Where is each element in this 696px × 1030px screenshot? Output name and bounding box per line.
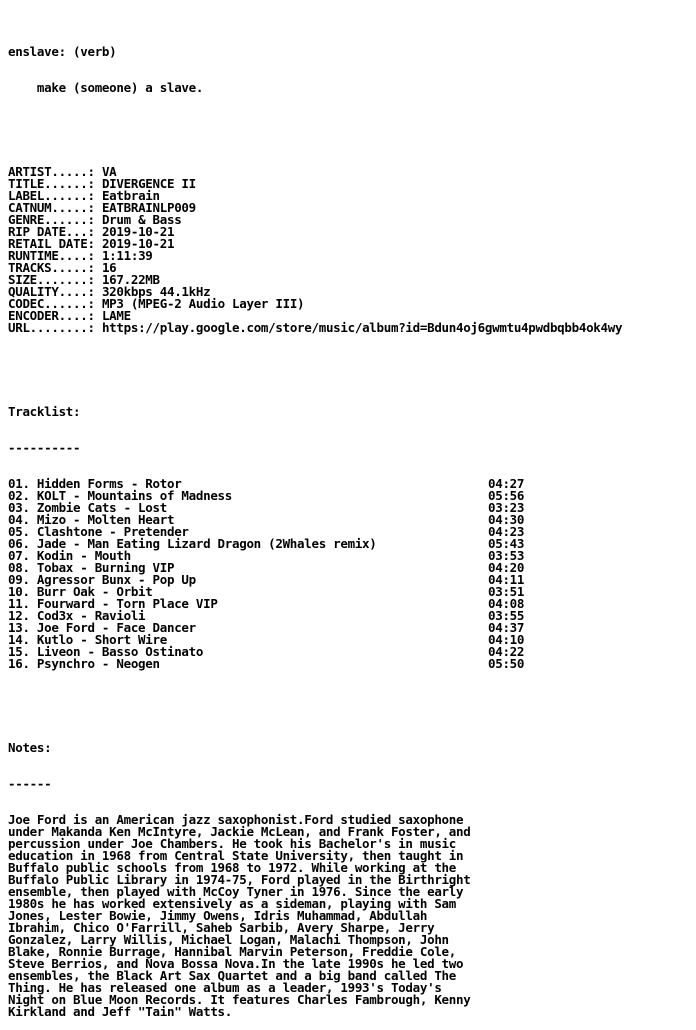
notes-line: education in 1968 from Central State University, then taught in	[8, 848, 464, 863]
tracklist	[8, 478, 696, 670]
track-title: 14. Kutlo - Short Wire	[8, 632, 167, 647]
notes-body	[8, 814, 696, 1018]
info-key: TITLE......:	[8, 176, 95, 191]
nfo-document	[8, 22, 696, 1030]
track-duration: 05:56	[488, 488, 525, 503]
info-key: URL........:	[8, 320, 95, 335]
track-duration: 03:51	[488, 584, 525, 599]
notes-underline: ------	[8, 776, 52, 791]
info-key: GENRE......:	[8, 212, 95, 227]
track-duration: 05:43	[488, 536, 525, 551]
info-value: Drum & Bass	[101, 212, 182, 227]
track-duration: 04:20	[488, 560, 525, 575]
info-key: QUALITY....:	[8, 284, 95, 299]
track-title: 02. KOLT - Mountains of Madness	[8, 488, 232, 503]
track-duration: 04:23	[488, 524, 525, 539]
track-duration: 04:11	[488, 572, 525, 587]
track-duration: 03:53	[488, 548, 525, 563]
track-title: 12. Cod3x - Ravioli	[8, 608, 146, 623]
notes-line: ensembles, the Black Art Sax Quartet and a big band called The	[8, 968, 456, 983]
track-title: 10. Burr Oak - Orbit	[8, 584, 153, 599]
info-value: 2019-10-21	[101, 236, 175, 251]
info-key: RIP DATE...:	[8, 224, 95, 239]
track-title: 09. Agressor Bunx - Pop Up	[8, 572, 196, 587]
info-value: VA	[101, 164, 117, 179]
notes-heading: Notes:	[8, 740, 52, 755]
info-value: LAME	[101, 308, 131, 323]
info-key: CATNUM.....:	[8, 200, 95, 215]
track-title: 15. Liveon - Basso Ostinato	[8, 644, 204, 659]
tracklist-underline: ----------	[8, 440, 81, 455]
notes-line: Kirkland and Jeff "Tain" Watts.	[8, 1004, 232, 1019]
track-title: 04. Mizo - Molten Heart	[8, 512, 175, 527]
track-title: 06. Jade - Man Eating Lizard Dragon (2Whales remix)	[8, 536, 377, 551]
track-title: 05. Clashtone - Pretender	[8, 524, 189, 539]
track-title: 01. Hidden Forms - Rotor	[8, 476, 182, 491]
track-duration: 03:55	[488, 608, 525, 623]
info-row	[8, 322, 696, 334]
track-duration: 04:30	[488, 512, 525, 527]
notes-line: Jones, Lester Bowie, Jimmy Owens, Idris Muhammad, Abdullah	[8, 908, 428, 923]
definition-word: enslave: (verb)	[8, 44, 117, 59]
info-key: TRACKS.....:	[8, 260, 95, 275]
spacer	[8, 706, 696, 718]
notes-line: percussion under Joe Chambers. He took his Bachelor's in music	[8, 836, 456, 851]
info-value: 16	[101, 260, 117, 275]
track-title: 16. Psynchro - Neogen	[8, 656, 160, 671]
notes-line: under Makanda Ken McIntyre, Jackie McLean, and Frank Foster, and	[8, 824, 471, 839]
tracklist-heading: Tracklist:	[8, 404, 81, 419]
info-key: RETAIL DATE:	[8, 236, 95, 251]
info-value: MP3 (MPEG-2 Audio Layer III)	[101, 296, 305, 311]
notes-line: Joe Ford is an American jazz saxophonist.Ford studied saxophone	[8, 812, 464, 827]
info-key: CODEC......:	[8, 296, 95, 311]
track-row	[8, 658, 696, 670]
track-duration: 04:27	[488, 476, 525, 491]
info-key: ENCODER....:	[8, 308, 95, 323]
notes-line: Night on Blue Moon Records. It features Charles Fambrough, Kenny	[8, 992, 471, 1007]
track-title: 13. Joe Ford - Face Dancer	[8, 620, 196, 635]
info-value: 320kbps 44.1kHz	[101, 284, 211, 299]
info-value: EATBRAINLP009	[101, 200, 196, 215]
notes-line: Thing. He has released one album as a leader, 1993's Today's	[8, 980, 442, 995]
info-value: 167.22MB	[101, 272, 160, 287]
info-key: ARTIST.....:	[8, 164, 95, 179]
info-value: 1:11:39	[101, 248, 153, 263]
spacer	[8, 118, 696, 130]
notes-line: Steve Berrios, and Nova Bossa Nova.In the late 1990s he led two	[8, 956, 464, 971]
track-duration: 04:10	[488, 632, 525, 647]
track-duration: 04:37	[488, 620, 525, 635]
track-title: 11. Fourward - Torn Place VIP	[8, 596, 218, 611]
notes-line: Buffalo Public Library in 1974-75, Ford played in the Birthright	[8, 872, 471, 887]
notes-line: Ibrahim, Chico O'Farrill, Saheb Sarbib, Avery Sharpe, Jerry	[8, 920, 435, 935]
notes-line: Blake, Ronnie Burrage, Hannibal Marvin Peterson, Freddie Cole,	[8, 944, 456, 959]
notes-line: Gonzalez, Larry Willis, Michael Logan, Malachi Thompson, John	[8, 932, 449, 947]
info-key: SIZE.......:	[8, 272, 95, 287]
track-title: 08. Tobax - Burning VIP	[8, 560, 175, 575]
spacer	[8, 370, 696, 382]
info-value: Eatbrain	[101, 188, 160, 203]
release-info	[8, 166, 696, 334]
info-value: 2019-10-21	[101, 224, 175, 239]
info-key: LABEL......:	[8, 188, 95, 203]
notes-line: 1980s he has worked extensively as a sideman, playing with Sam	[8, 896, 456, 911]
track-duration: 04:22	[488, 644, 525, 659]
track-title: 07. Kodin - Mouth	[8, 548, 131, 563]
track-title: 03. Zombie Cats - Lost	[8, 500, 167, 515]
info-url: https://play.google.com/store/music/album?id=Bdun4oj6gwmtu4pwdbqbb4ok4wy	[101, 320, 623, 335]
info-key: RUNTIME....:	[8, 248, 95, 263]
track-duration: 05:50	[488, 656, 525, 671]
track-duration: 04:08	[488, 596, 525, 611]
definition-meaning: make (someone) a slave.	[8, 80, 204, 95]
notes-line: Buffalo public schools from 1968 to 1972. While working at the	[8, 860, 456, 875]
notes-line: ensemble, then played with McCoy Tyner in 1976. Since the early	[8, 884, 464, 899]
track-duration: 03:23	[488, 500, 525, 515]
info-value: DIVERGENCE II	[101, 176, 196, 191]
